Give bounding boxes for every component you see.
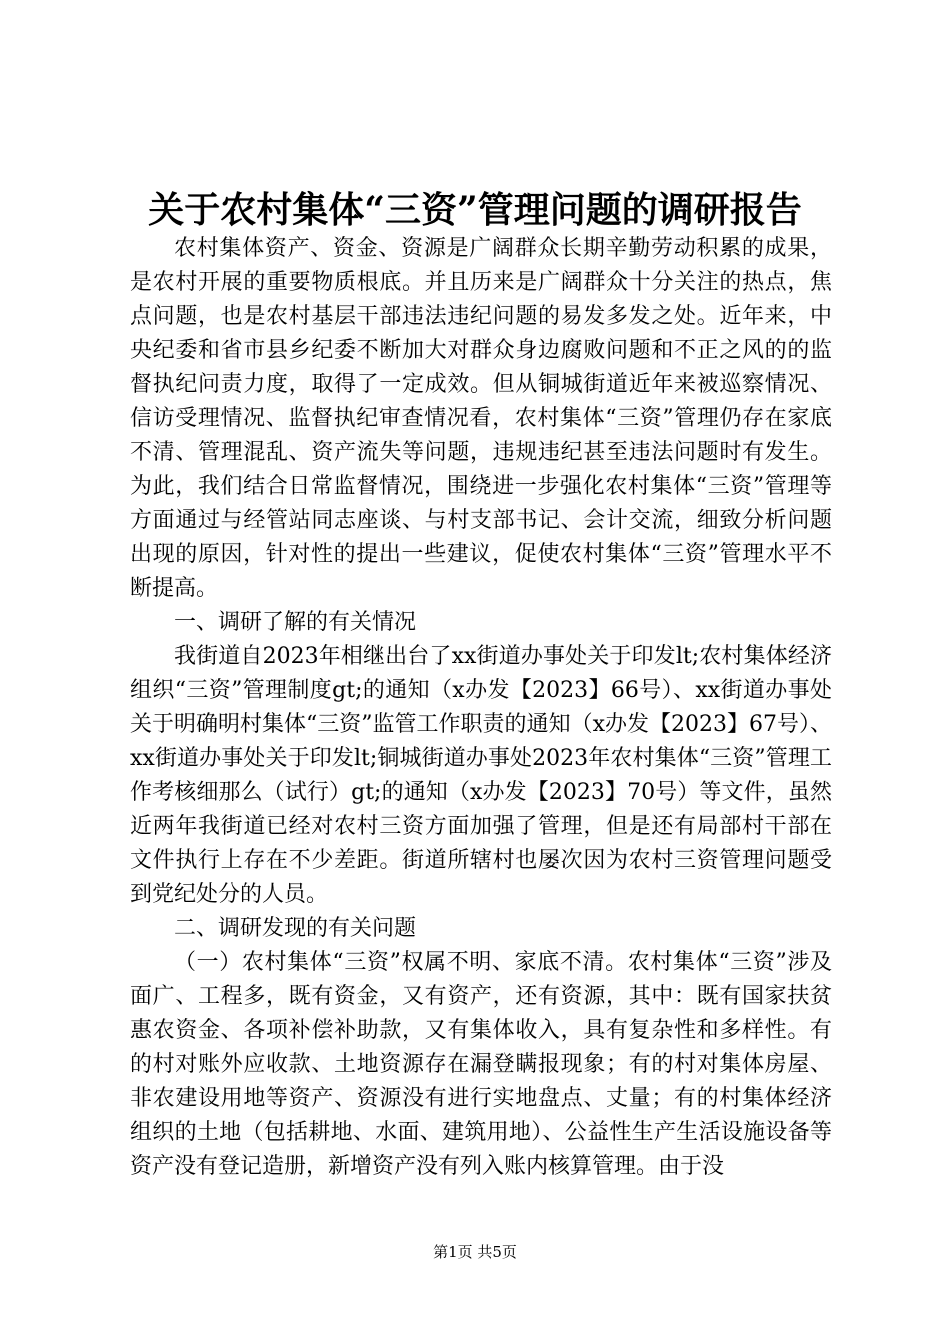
document-title: 关于农村集体“三资”管理问题的调研报告: [148, 189, 802, 231]
document-body: [130, 232, 832, 1184]
section-1-heading: 一、调研了解的有关情况: [174, 610, 417, 635]
section-2-paragraph: （一）农村集体“三资”权属不明、家底不清。农村集体“三资”涉及面广、工程多，既有资金，又有资产，还有资源，其中：既有国家扶贫惠农资金、各项补偿补助款，又有集体收入，具有复杂性和多样性。有的村对账外应收款、土地资源存在漏登瞒报现象；有的村对集体房屋、非农建设用地等资产、资源没有进行实地盘点、丈量；有的村集体经济组织的土地（包括耕地、水面、建筑用地）、公益性生产生活设施设备等资产没有登记造册，新增资产没有列入账内核算管理。由于没: [130, 950, 832, 1179]
section-2-heading: 二、调研发现的有关问题: [174, 916, 417, 941]
page-number-footer: 第1页 共5页: [433, 1243, 517, 1261]
intro-paragraph: 农村集体资产、资金、资源是广阔群众长期辛勤劳动积累的成果，是农村开展的重要物质根底。并且历来是广阔群众十分关注的热点，焦点问题，也是农村基层干部违法违纪问题的易发多发之处。近年来，中央纪委和省市县乡纪委不断加大对群众身边腐败问题和不正之风的的监督执纪问责力度，取得了一定成效。但从铜城街道近年来被巡察情况、信访受理情况、监督执纪审查情况看，农村集体“三资”管理仍存在家底不清、管理混乱、资产流失等问题，违规违纪甚至违法问题时有发生。为此，我们结合日常监督情况，围绕进一步强化农村集体“三资”管理等方面通过与经管站同志座谈、与村支部书记、会计交流，细致分析问题出现的原因，针对性的提出一些建议，促使农村集体“三资”管理水平不断提高。: [130, 236, 832, 601]
section-1-paragraph: 我街道自2023年相继出台了xx街道办事处关于印发lt;农村集体经济组织“三资”管理制度gt;的通知（x办发【2023】66号）、xx街道办事处关于明确明村集体“三资”监管工作职责的通知（x办发【2023】67号）、xx街道办事处关于印发lt;铜城街道办事处2023年农村集体“三资”管理工作考核细那么（试行）gt;的通知（x办发【2023】70号）等文件，虽然近两年我街道已经对农村三资方面加强了管理，但是还有局部村干部在文件执行上存在不少差距。街道所辖村也屡次因为农村三资管理问题受到党纪处分的人员。: [130, 644, 832, 907]
